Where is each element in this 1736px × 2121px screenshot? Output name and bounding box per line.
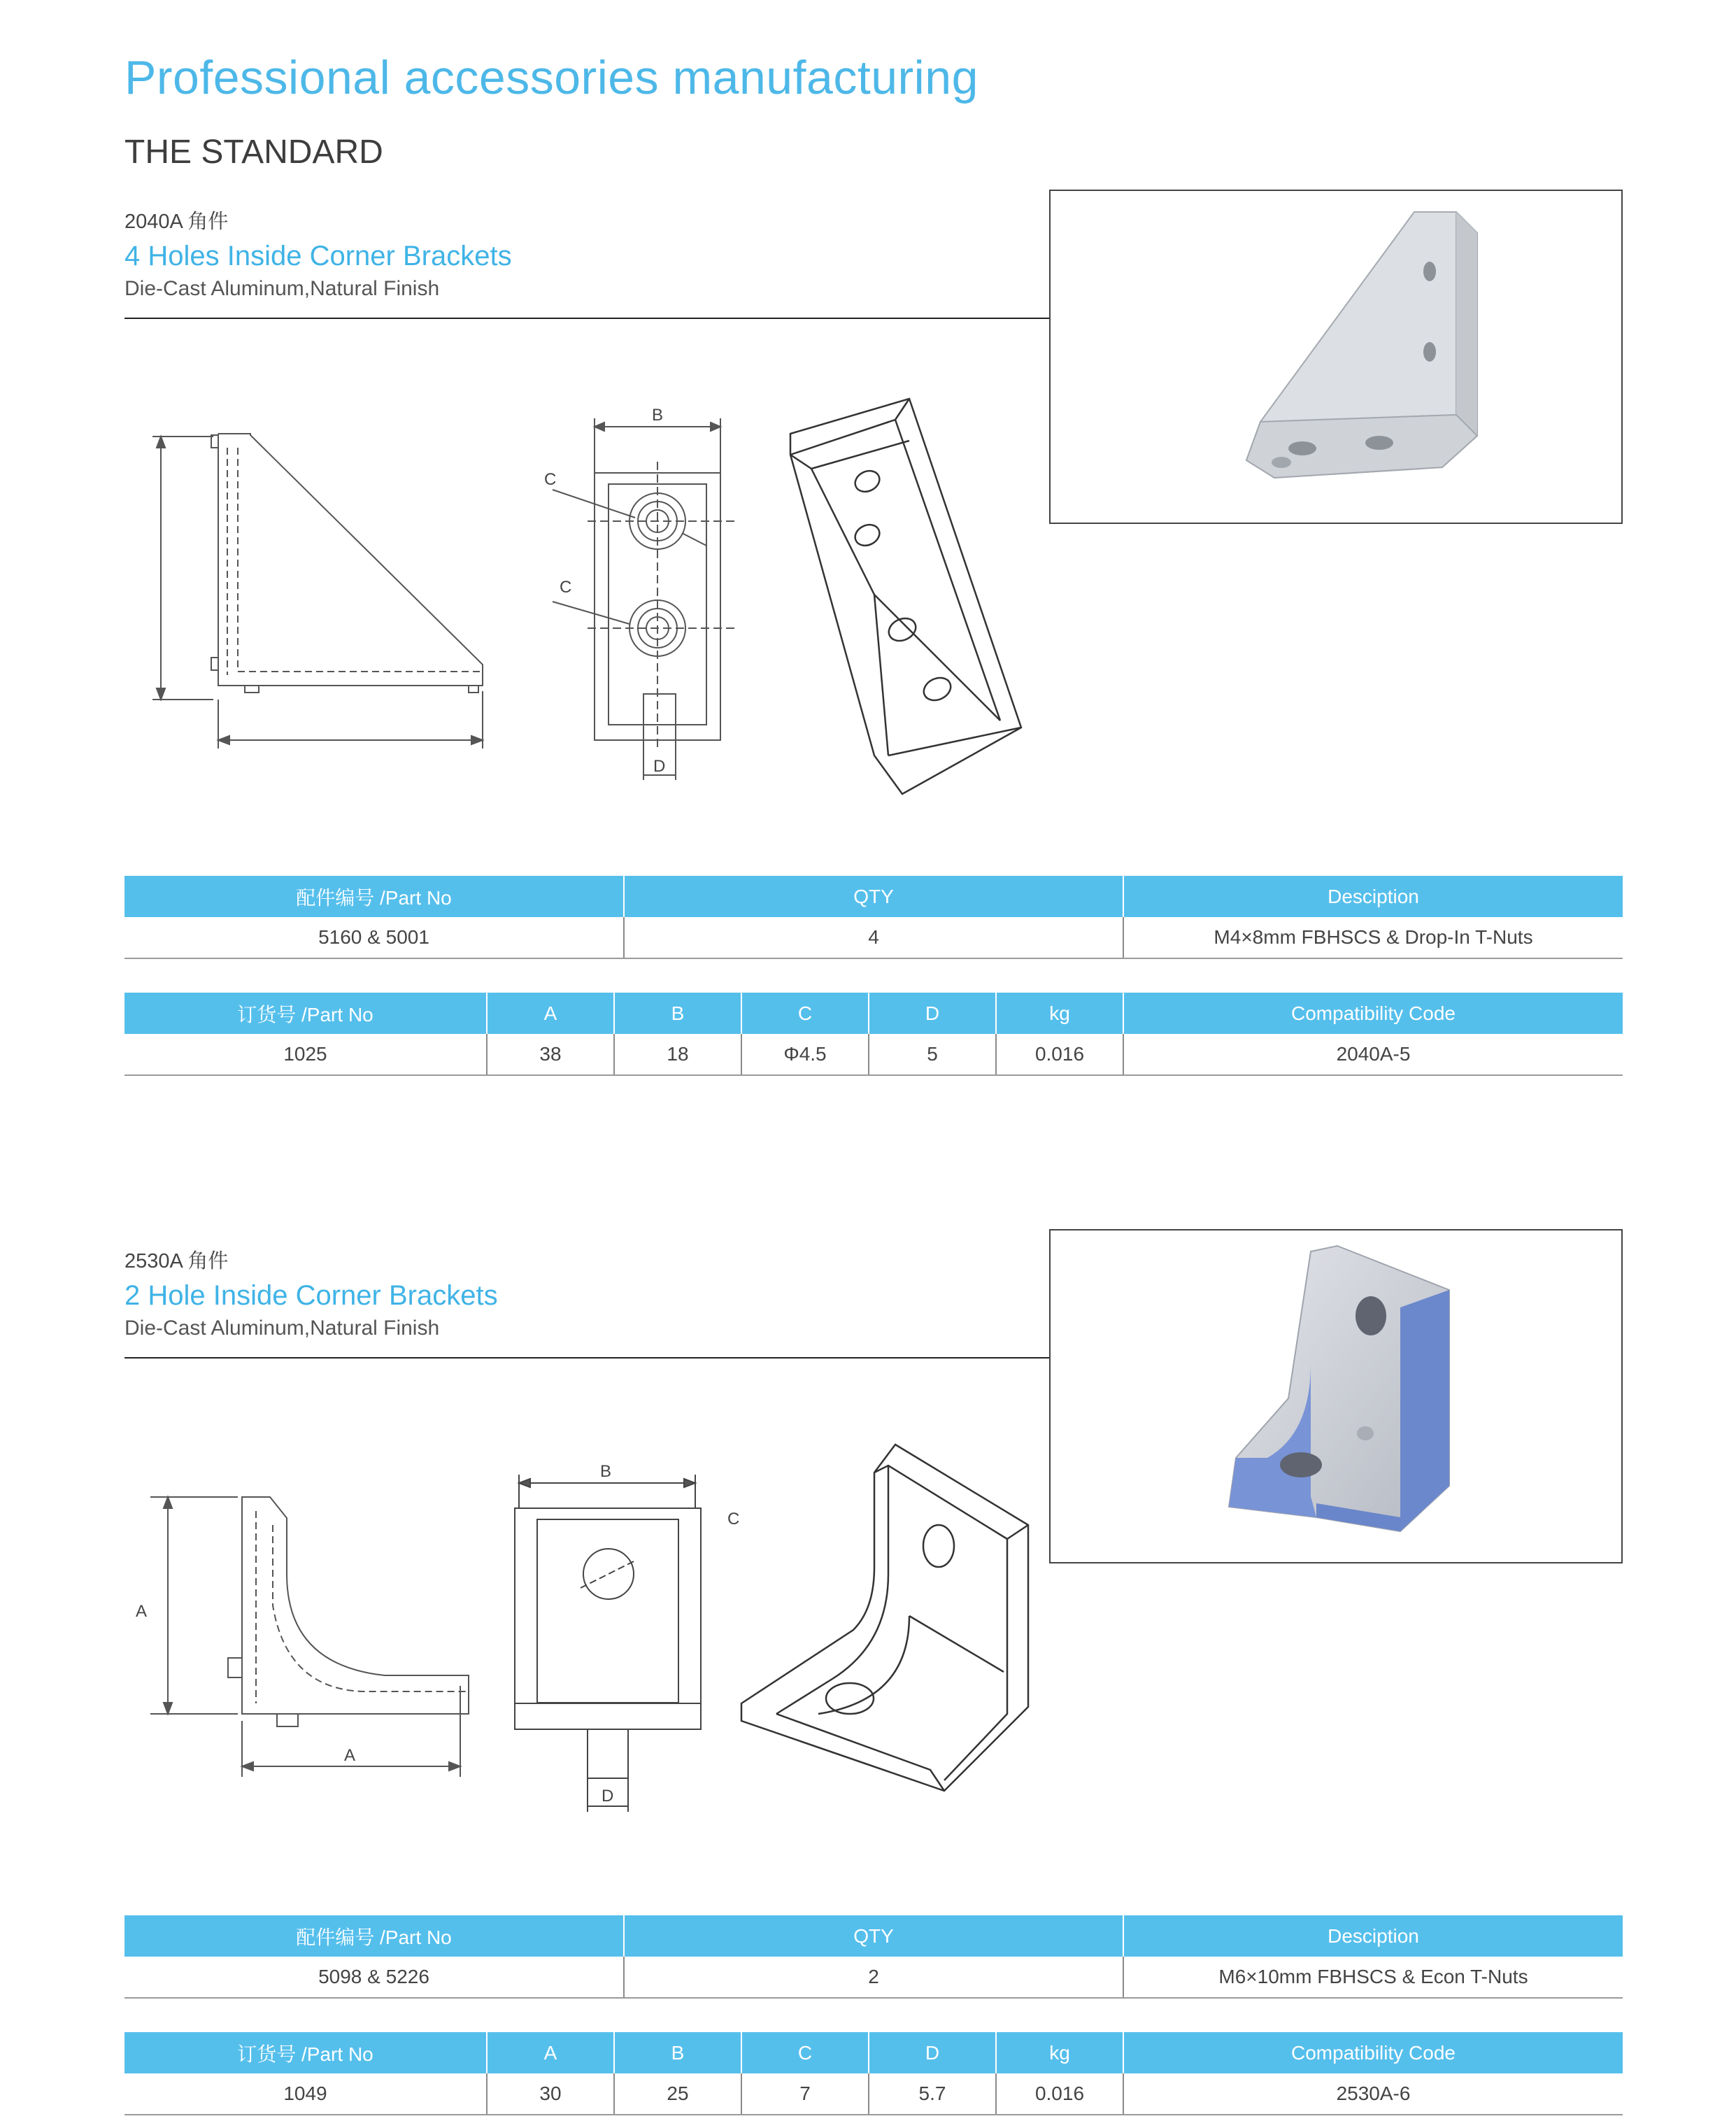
product-code: 2040A 角件 bbox=[124, 211, 229, 233]
column-header: QTY bbox=[624, 876, 1123, 917]
column-header: C bbox=[741, 2032, 869, 2073]
column-header: Compatibility Code bbox=[1123, 993, 1623, 1034]
dimension-label-a: A bbox=[136, 1602, 148, 1621]
product-name: 4 Holes Inside Corner Brackets bbox=[124, 241, 512, 271]
column-header: B bbox=[614, 993, 741, 1034]
table-cell: 30 bbox=[487, 2073, 614, 2115]
side-view-drawing bbox=[147, 1483, 483, 1798]
table-cell: 7 bbox=[741, 2073, 869, 2115]
section-divider bbox=[124, 318, 1049, 319]
isometric-view-drawing bbox=[734, 1434, 1035, 1798]
parts-table bbox=[124, 876, 1623, 959]
column-header: Compatibility Code bbox=[1123, 2032, 1623, 2073]
dimension-label-c: C bbox=[560, 578, 572, 597]
column-header: A bbox=[487, 993, 614, 1034]
page-subtitle: THE STANDARD bbox=[124, 134, 383, 171]
table-cell: 2 bbox=[624, 1957, 1123, 1998]
dimension-label-c: C bbox=[544, 470, 557, 489]
column-header: kg bbox=[996, 993, 1123, 1034]
table-row bbox=[124, 1034, 1623, 1075]
column-header: QTY bbox=[624, 1915, 1123, 1957]
dimension-label-b: B bbox=[600, 1462, 612, 1481]
column-header: 订货号 /Part No bbox=[124, 993, 487, 1034]
column-header: 配件编号 /Part No bbox=[124, 876, 624, 917]
side-view-drawing bbox=[147, 406, 497, 756]
table-cell: 38 bbox=[487, 1034, 614, 1075]
table-cell: 5160 & 5001 bbox=[124, 917, 624, 958]
dimension-label-c: C bbox=[727, 1510, 740, 1528]
column-header: C bbox=[741, 993, 869, 1034]
dimension-label-b: B bbox=[652, 406, 664, 425]
dimension-label-d: D bbox=[653, 757, 666, 776]
product-name: 2 Hole Inside Corner Brackets bbox=[124, 1280, 498, 1311]
table-row bbox=[124, 917, 1623, 958]
section-divider bbox=[124, 1357, 1049, 1359]
table-cell: 2040A-5 bbox=[1123, 1034, 1623, 1075]
column-header: kg bbox=[996, 2032, 1123, 2073]
front-view-drawing bbox=[504, 1462, 720, 1819]
table-cell: M6×10mm FBHSCS & Econ T-Nuts bbox=[1123, 1957, 1623, 1998]
order-table bbox=[124, 2032, 1623, 2115]
table-cell: 4 bbox=[624, 917, 1123, 958]
isometric-view-drawing bbox=[776, 392, 1042, 804]
column-header: 订货号 /Part No bbox=[124, 2032, 487, 2073]
column-header: B bbox=[614, 2032, 741, 2073]
column-header: D bbox=[869, 993, 996, 1034]
product-code: 2530A 角件 bbox=[124, 1250, 229, 1272]
table-cell: 5 bbox=[869, 1034, 996, 1075]
column-header: 配件编号 /Part No bbox=[124, 1915, 624, 1957]
dimension-label-a: A bbox=[344, 1746, 356, 1765]
table-cell: 0.016 bbox=[996, 1034, 1123, 1075]
page-title: Professional accessories manufacturing bbox=[124, 51, 979, 104]
table-row bbox=[124, 1957, 1623, 1998]
column-header: A bbox=[487, 2032, 614, 2073]
table-cell: M4×8mm FBHSCS & Drop-In T-Nuts bbox=[1123, 917, 1623, 958]
table-row bbox=[124, 2073, 1623, 2115]
table-cell: 5098 & 5226 bbox=[124, 1957, 624, 1998]
table-cell: 5.7 bbox=[869, 2073, 996, 2115]
column-header: Desciption bbox=[1123, 876, 1623, 917]
column-header: Desciption bbox=[1123, 1915, 1623, 1957]
table-cell: 1025 bbox=[124, 1034, 487, 1075]
table-cell: 0.016 bbox=[996, 2073, 1123, 2115]
table-cell: 25 bbox=[614, 2073, 741, 2115]
dimension-label-d: D bbox=[602, 1787, 614, 1806]
column-header: D bbox=[869, 2032, 996, 2073]
table-cell: 1049 bbox=[124, 2073, 487, 2115]
order-table bbox=[124, 993, 1623, 1076]
table-cell: 2530A-6 bbox=[1123, 2073, 1623, 2115]
product-material: Die-Cast Aluminum,Natural Finish bbox=[124, 1317, 440, 1340]
product-material: Die-Cast Aluminum,Natural Finish bbox=[124, 277, 440, 300]
table-cell: 18 bbox=[614, 1034, 741, 1075]
table-cell: Φ4.5 bbox=[741, 1034, 869, 1075]
product-photo bbox=[1049, 1229, 1623, 1563]
parts-table bbox=[124, 1915, 1623, 1999]
product-photo bbox=[1049, 190, 1623, 524]
